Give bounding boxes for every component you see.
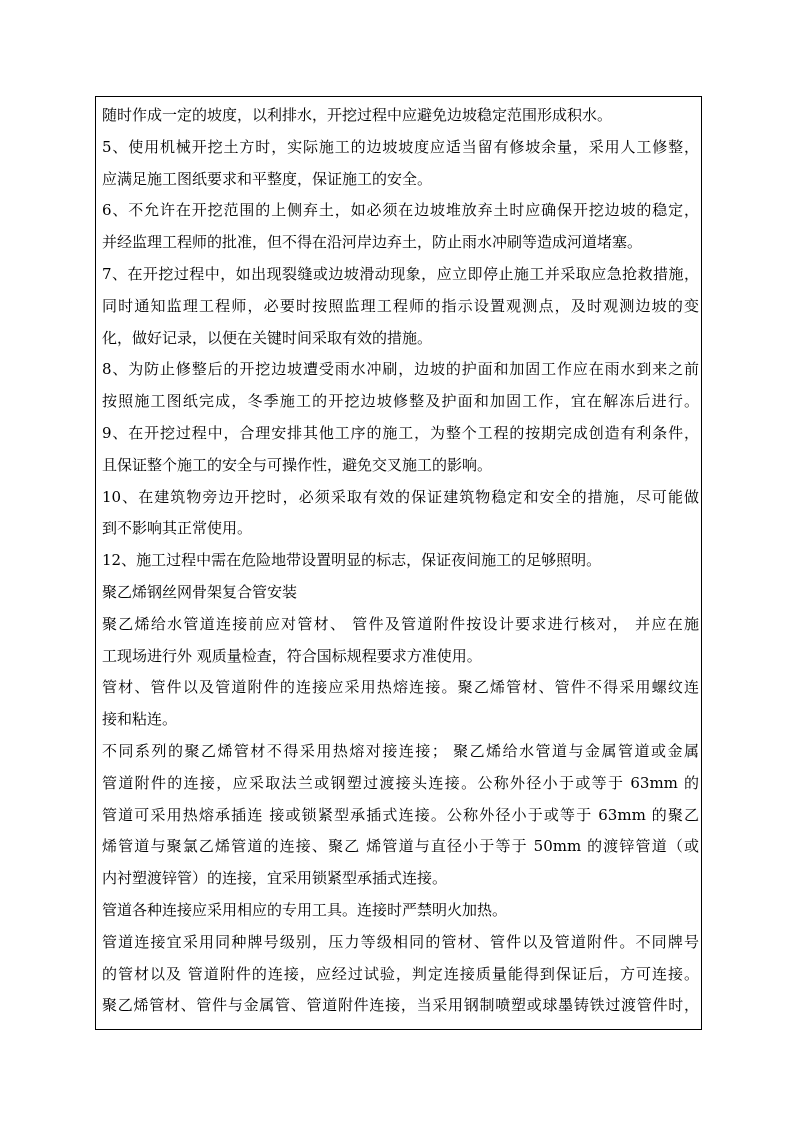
- text-line: 应满足施工图纸要求和平整度，保证施工的安全。: [102, 169, 433, 188]
- text-line: 7、在开挖过程中，如出现裂缝或边坡滑动现象，应立即停止施工并采取应急抢救措施，: [102, 264, 699, 283]
- text-line: 按照施工图纸完成，冬季施工的开挖边坡修整及护面和加固工作，宜在解冻后进行。: [102, 392, 699, 411]
- text-line: 9、在开挖过程中，合理安排其他工序的施工，为整个工程的按期完成创造有利条件，: [102, 423, 699, 442]
- text-line: 烯管道与聚氯乙烯管道的连接、聚乙 烯管道与直径小于等于 50mm 的渡锌管道（或: [102, 837, 699, 856]
- text-line: 10、在建筑物旁边开挖时，必须采取有效的保证建筑物稳定和安全的措施，尽可能做: [102, 487, 699, 506]
- text-line: 6、不允许在开挖范围的上侧弃土，如必须在边坡堆放弃土时应确保开挖边坡的稳定，: [102, 201, 699, 220]
- text-line: 聚乙烯管材、管件与金属管、管道附件连接，当采用钢制喷塑或球墨铸铁过渡管件时，: [102, 996, 699, 1015]
- text-line: 且保证整个施工的安全与可操作性，避免交叉施工的影响。: [102, 455, 493, 474]
- text-line: 内衬塑渡锌管）的连接，宜采用锁紧型承插式连接。: [102, 869, 448, 888]
- text-line: 管道可采用热熔承插连 接或锁紧型承插式连接。公称外径小于或等于 63mm 的聚乙: [102, 805, 699, 824]
- text-line: 聚乙烯给水管道连接前应对管材、 管件及管道附件按设计要求进行核对， 并应在施: [102, 614, 699, 633]
- text-line: 不同系列的聚乙烯管材不得采用热熔对接连接； 聚乙烯给水管道与金属管道或金属: [102, 741, 699, 760]
- text-line: 12、施工过程中需在危险地带设置明显的标志，保证夜间施工的足够照明。: [102, 551, 602, 570]
- text-line: 到不影响其正常使用。: [102, 519, 253, 538]
- text-line: 同时通知监理工程师，必要时按照监理工程师的指示设置观测点，及时观测边坡的变: [102, 296, 699, 315]
- text-line: 管材、管件以及管道附件的连接应采用热熔连接。聚乙烯管材、管件不得采用螺纹连: [102, 678, 699, 697]
- document-body: [102, 100, 699, 1022]
- text-line: 管道各种连接应采用相应的专用工具。连接时严禁明火加热。: [102, 900, 508, 919]
- section-heading: 聚乙烯钢丝网骨架复合管安装: [102, 582, 298, 601]
- document-frame: [95, 96, 702, 1030]
- text-line: 随时作成一定的坡度，以利排水，开挖过程中应避免边坡稳定范围形成积水。: [102, 106, 613, 124]
- text-line: 管道附件的连接，应采取法兰或钢塑过渡接头连接。公称外径小于或等于 63mm 的: [102, 773, 699, 792]
- text-line: 5、使用机械开挖土方时，实际施工的边坡坡度应适当留有修坡余量，采用人工修整，: [102, 137, 699, 156]
- text-line: 管道连接宜采用同种牌号级别，压力等级相同的管材、管件以及管道附件。不同牌号: [102, 932, 699, 951]
- text-line: 并经监理工程师的批准，但不得在沿河岸边弃土，防止雨水冲刷等造成河道堵塞。: [102, 233, 643, 252]
- text-line: 的管材以及 管道附件的连接，应经过试验，判定连接质量能得到保证后，方可连接。: [102, 964, 699, 983]
- text-line: 接和粘连。: [102, 710, 178, 729]
- text-line: 8、为防止修整后的开挖边坡遭受雨水冲刷，边坡的护面和加固工作应在雨水到来之前: [102, 360, 699, 379]
- text-line: 工现场进行外 观质量检查，符合国标规程要求方准使用。: [102, 646, 482, 665]
- text-line: 化，做好记录，以便在关键时间采取有效的措施。: [102, 328, 433, 347]
